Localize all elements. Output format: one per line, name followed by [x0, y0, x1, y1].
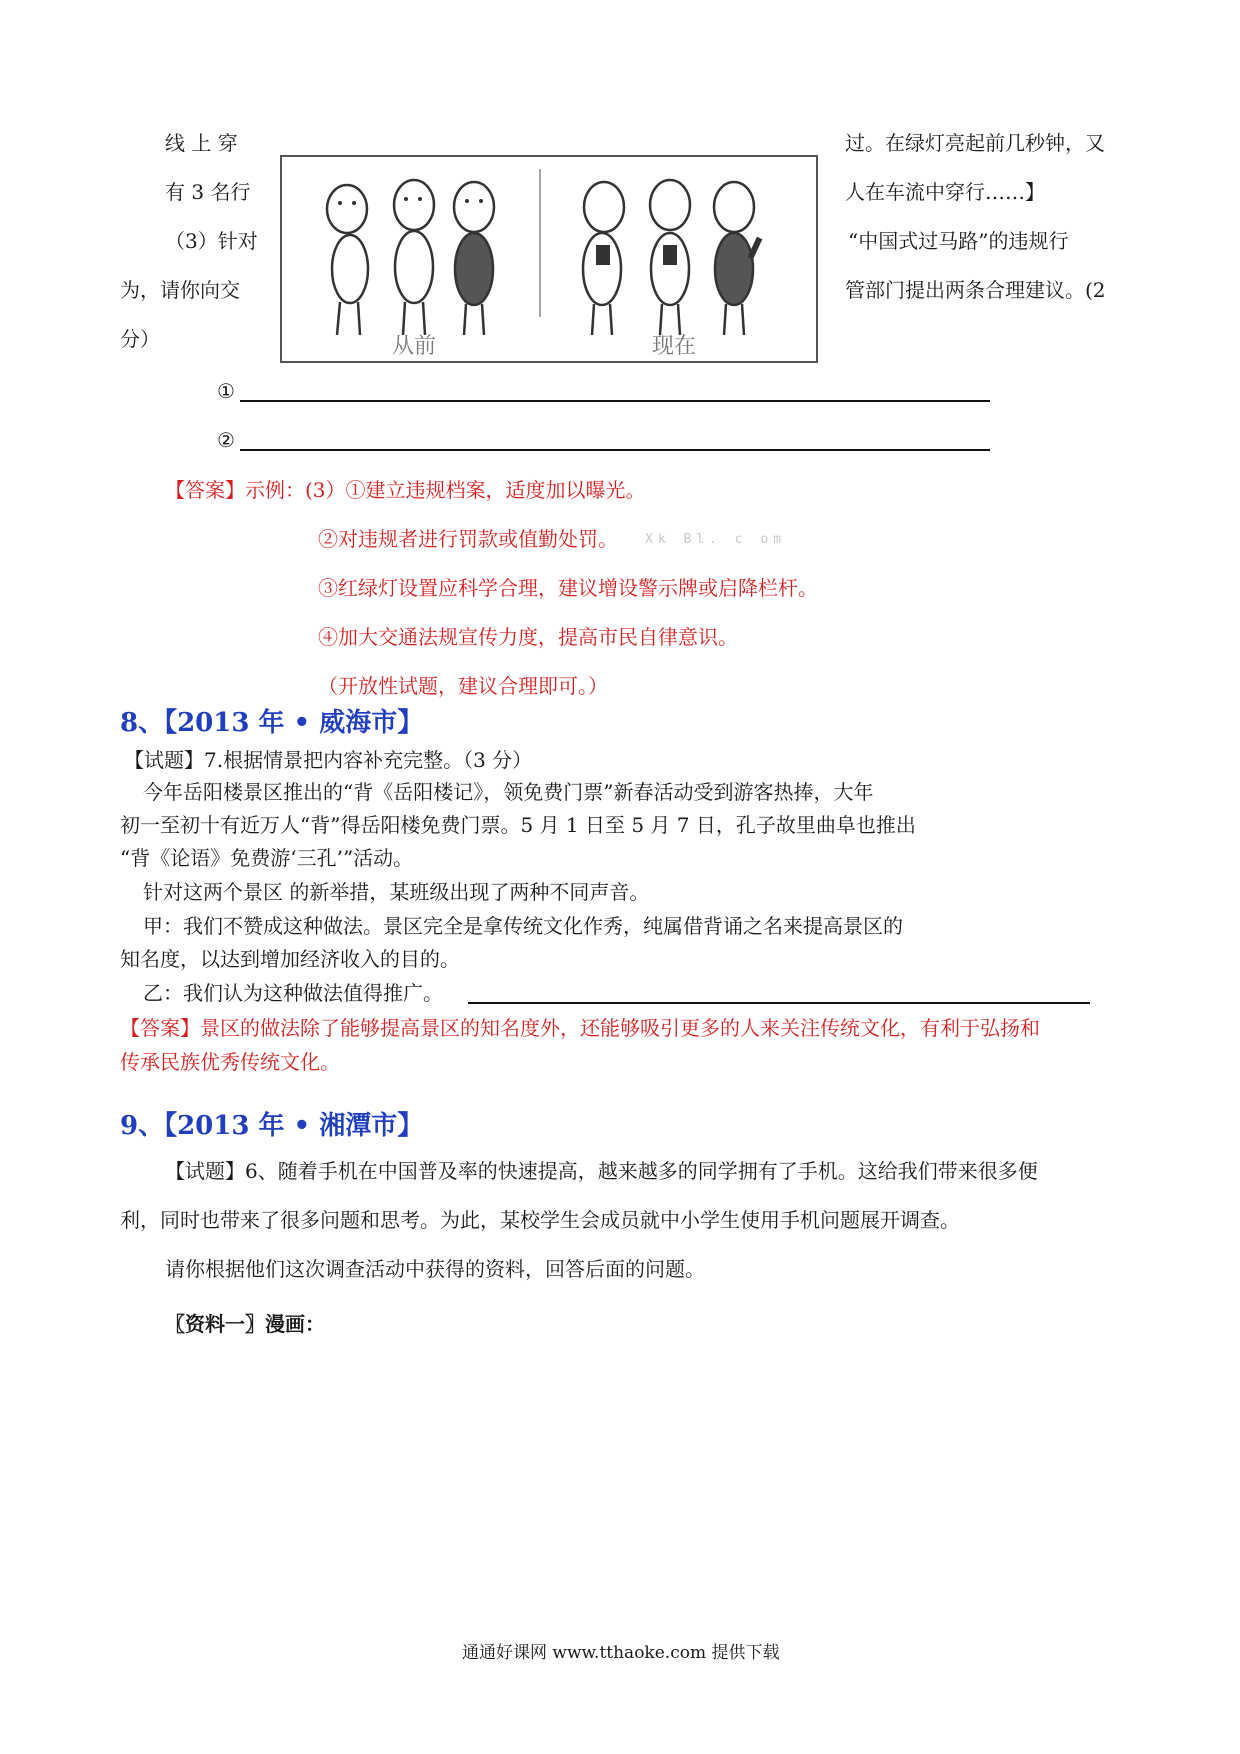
q8-jia-line-1: 甲：我们不赞成这种做法。景区完全是拿传统文化作秀，纯属借背诵之名来提高景区的 — [143, 914, 903, 938]
q7-left-line-5: 分） — [120, 327, 160, 351]
answer7-line-2: ②对违规者进行罚款或值勤处罚。 — [318, 527, 618, 551]
q8-answer-line-2: 传承民族优秀传统文化。 — [120, 1050, 340, 1074]
q9-prompt-line-2: 利，同时也带来了很多问题和思考。为此，某校学生会成员就中小学生使用手机问题展开调查。 — [120, 1208, 960, 1232]
answer7-line-1: 【答案】示例：(3）①建立违规档案，适度加以曝光。 — [165, 478, 646, 502]
q8-para1-line-2: 初一至初十有近万人“背”得岳阳楼免费门票。5 月 1 日至 5 月 7 日，孔子故里曲阜也推出 — [120, 813, 916, 837]
q8-prompt: 【试题】7.根据情景把内容补充完整。（3 分） — [124, 748, 533, 772]
answer-blank-2[interactable] — [240, 449, 990, 451]
q7-right-line-2: 人在车流中穿行……】 — [845, 180, 1045, 204]
page-footer: 通通好课网 www.tthaoke.com 提供下载 — [462, 1643, 780, 1663]
blank-marker-1: ① — [217, 379, 235, 403]
q7-right-line-4: 管部门提出两条合理建议。(2 — [845, 278, 1106, 302]
q8-heading: 8、【2013 年 • 威海市】 — [120, 708, 424, 738]
q7-right-line-1: 过。在绿灯亮起前几秒钟，又 — [845, 131, 1105, 155]
q8-answer-line-1: 【答案】景区的做法除了能够提高景区的知名度外，还能够吸引更多的人来关注传统文化，有利于弘扬和 — [120, 1016, 1040, 1040]
q8-para1-line-1: 今年岳阳楼景区推出的“背《岳阳楼记》，领免费门票”新春活动受到游客热捧，大年 — [143, 780, 874, 804]
answer-blank-1[interactable] — [240, 400, 990, 402]
q8-para2: 针对这两个景区 的新举措，某班级出现了两种不同声音。 — [143, 880, 650, 904]
cartoon-label-before: 从前 — [392, 334, 437, 359]
q8-para1-line-3: “背《论语》免费游‘三孔’”活动。 — [120, 846, 414, 870]
cartoon-label-now: 现在 — [652, 334, 697, 359]
q9-heading: 9、【2013 年 • 湘潭市】 — [120, 1111, 424, 1141]
q9-prompt-line-3: 请你根据他们这次调查活动中获得的资料，回答后面的问题。 — [165, 1257, 705, 1281]
cartoon-drawing — [282, 157, 816, 361]
blank-marker-2: ② — [217, 428, 235, 452]
answer7-line-5: （开放性试题，建议合理即可。） — [318, 674, 608, 698]
q7-right-line-3: “中国式过马路”的违规行 — [848, 229, 1069, 253]
q8-answer-blank[interactable] — [468, 1002, 1090, 1004]
q9-prompt-line-1: 【试题】6、随着手机在中国普及率的快速提高，越来越多的同学拥有了手机。这给我们带来很多便 — [165, 1159, 1038, 1183]
q8-yi: 乙：我们认为这种做法值得推广。 — [143, 981, 443, 1005]
q7-left-line-4: 为，请你向交 — [120, 278, 240, 302]
q9-material-label: 〖资料一〗漫画： — [165, 1312, 325, 1336]
q8-jia-line-2: 知名度，以达到增加经济收入的目的。 — [120, 947, 460, 971]
q7-left-line-3: （3）针对 — [165, 229, 258, 253]
watermark-text: Xk Bl. c om — [645, 532, 787, 547]
q7-left-line-1: 线 上 穿 — [165, 131, 238, 155]
answer7-line-4: ④加大交通法规宣传力度，提高市民自律意识。 — [318, 625, 738, 649]
cartoon-image — [280, 155, 818, 363]
answer7-line-3: ③红绿灯设置应科学合理，建议增设警示牌或启降栏杆。 — [318, 576, 818, 600]
q7-left-line-2: 有 3 名行 — [165, 180, 251, 204]
